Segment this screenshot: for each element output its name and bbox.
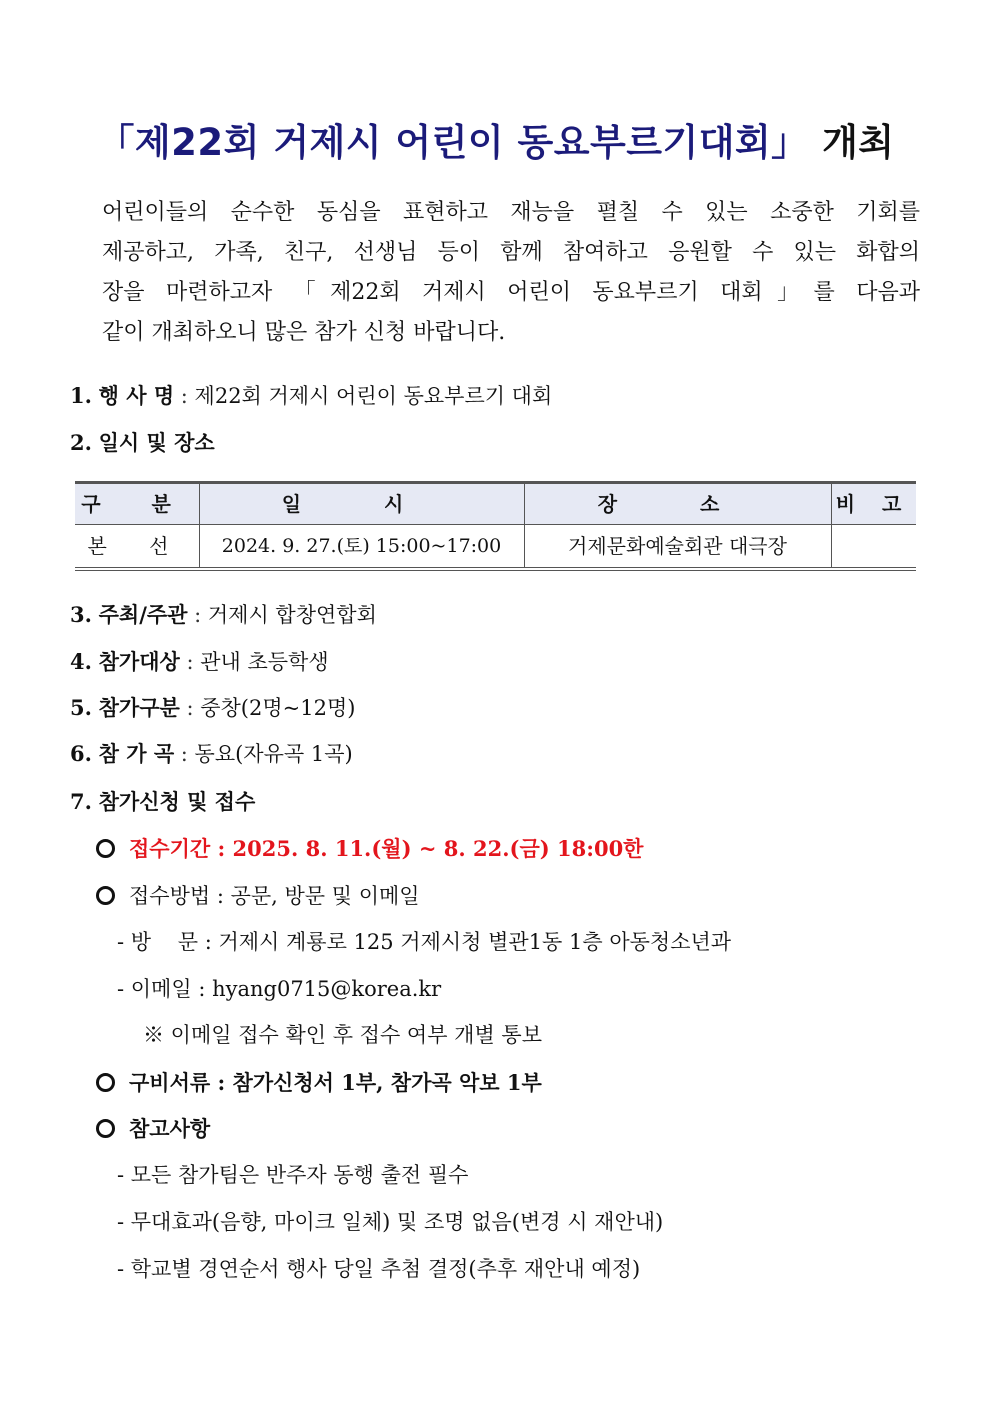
item-separator: : <box>174 742 195 766</box>
method-label: 접수방법 <box>129 884 211 908</box>
list-item: - 학교별 경연순서 행사 당일 추첨 결정(추후 재안내 예정) <box>117 1257 641 1281</box>
notes-label: 참고사항 <box>129 1116 211 1141</box>
email-label: - 이메일 <box>117 977 192 1001</box>
intro-paragraph <box>102 193 920 353</box>
item-number: 2. <box>70 430 92 455</box>
table-header-cell: 구 분 <box>81 492 193 516</box>
item-separator: : <box>179 650 201 674</box>
intro-line: 같이 개최하오니 많은 참가 신청 바랍니다. <box>102 320 506 345</box>
item-number: 3. <box>70 602 92 627</box>
documents-value: 참가신청서 1부, 참가곡 악보 1부 <box>232 1070 542 1095</box>
table-cell: 거제문화예술회관 대극장 <box>568 534 787 558</box>
title-main: 「제22회 거제시 어린이 동요부르기대회」 <box>97 121 809 164</box>
method-value: 공문, 방문 및 이메일 <box>230 884 420 908</box>
item-application <box>70 787 255 817</box>
item-label: 일시 및 장소 <box>98 430 215 455</box>
period-value: 2025. 8. 11.(월) ~ 8. 22.(금) 18:00한 <box>232 836 644 861</box>
table-header-cell: 장 소 <box>597 492 758 516</box>
item-separator: : <box>174 384 195 408</box>
item-number: 5. <box>70 695 92 720</box>
item-songs <box>70 739 353 769</box>
application-period <box>96 834 643 864</box>
item-value: 거제시 합창연합회 <box>207 603 377 627</box>
item-number: 4. <box>70 649 92 674</box>
item-label: 참 가 곡 <box>98 741 175 766</box>
documents-label: 구비서류 <box>129 1070 211 1095</box>
item-number: 1. <box>70 383 92 408</box>
email-note: ※ 이메일 접수 확인 후 접수 여부 개별 통보 <box>143 1023 542 1047</box>
item-value: 제22회 거제시 어린이 동요부르기 대회 <box>194 384 553 408</box>
email-separator: : <box>191 977 213 1001</box>
table-cell: 본 선 <box>87 534 187 558</box>
item-label: 행 사 명 <box>98 383 175 408</box>
item-target <box>70 647 329 677</box>
item-label: 참가구분 <box>98 695 180 720</box>
item-label: 참가신청 및 접수 <box>98 789 256 814</box>
visit-address: 거제시 계룡로 125 거제시청 별관1동 1층 아동청소년과 <box>218 930 732 954</box>
item-label: 주최/주관 <box>98 602 188 627</box>
item-label: 참가대상 <box>98 649 180 674</box>
circle-bullet-icon <box>96 1073 115 1092</box>
item-category <box>70 693 355 723</box>
list-item: - 무대효과(음향, 마이크 일체) 및 조명 없음(변경 시 재안내) <box>117 1210 664 1234</box>
circle-bullet-icon <box>96 886 115 905</box>
table-cell: 2024. 9. 27.(토) 15:00~17:00 <box>221 535 502 557</box>
visit-label: - 방 문 <box>117 930 199 954</box>
period-label: 접수기간 <box>129 836 211 861</box>
item-organizer <box>70 600 377 630</box>
method-separator: : <box>210 884 231 908</box>
application-email <box>117 974 441 1004</box>
application-notes-heading <box>96 1114 210 1144</box>
documents-separator: : <box>210 1070 233 1095</box>
item-separator: : <box>179 696 201 720</box>
item-value: 동요(자유곡 1곡) <box>194 742 353 766</box>
table-header-cell: 비 고 <box>835 492 912 516</box>
intro-line: 어린이들의 순수한 동심을 표현하고 재능을 펼칠 수 있는 소중한 기회를 <box>102 200 920 225</box>
item-number: 7. <box>70 789 92 814</box>
email-address-link[interactable]: hyang0715@korea.kr <box>212 977 442 1001</box>
circle-bullet-icon <box>96 839 115 858</box>
list-item: - 모든 참가팀은 반주자 동행 출전 필수 <box>117 1163 469 1187</box>
title-tail: 개최 <box>808 121 895 164</box>
item-event-name <box>70 381 552 411</box>
intro-line: 장을 마련하고자 「제22회 거제시 어린이 동요부르기 대회」를 다음과 <box>102 280 920 305</box>
table-header-cell: 일 시 <box>281 492 442 516</box>
application-visit <box>117 927 731 957</box>
application-documents <box>96 1068 542 1098</box>
item-datetime-place <box>70 428 215 458</box>
application-method <box>96 881 420 911</box>
item-value: 관내 초등학생 <box>200 650 329 674</box>
table-bottom-border <box>75 567 916 571</box>
circle-bullet-icon <box>96 1119 115 1138</box>
item-value: 중창(2명~12명) <box>200 696 356 720</box>
item-separator: : <box>187 603 208 627</box>
visit-separator: : <box>198 930 219 954</box>
item-number: 6. <box>70 741 92 766</box>
period-separator: : <box>210 836 233 861</box>
page-title <box>0 112 992 166</box>
intro-line: 제공하고, 가족, 친구, 선생님 등이 함께 참여하고 응원할 수 있는 화합의 <box>102 240 920 265</box>
